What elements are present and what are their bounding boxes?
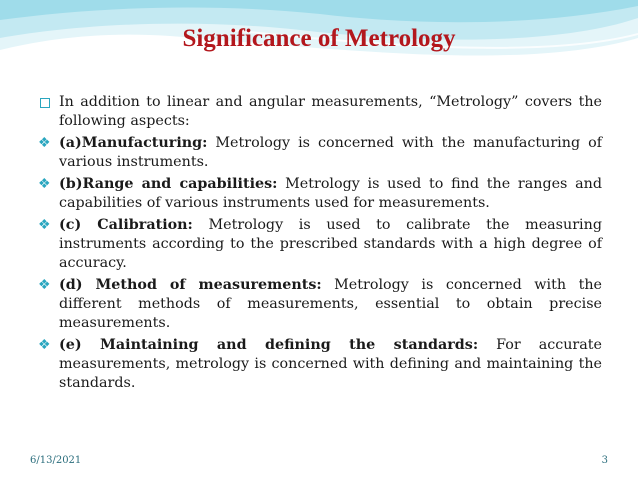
diamond-bullet-icon: ❖	[38, 277, 51, 293]
item-heading: (c) Calibration:	[59, 217, 193, 233]
list-item-manufacturing	[38, 134, 602, 172]
item-heading: (b)Range and capabilities:	[59, 176, 278, 192]
item-text: Metrology is concerned with the manufacturing of various instruments.	[59, 135, 602, 170]
list-item-range-capabilities	[38, 175, 602, 213]
item-text: Metrology is used to find the ranges and capabilities of various instruments used for measurements.	[59, 176, 602, 211]
item-heading: (a)Manufacturing:	[59, 135, 208, 151]
slide-date: 6/13/2021	[30, 455, 82, 466]
diamond-bullet-icon: ❖	[38, 217, 51, 233]
item-text: Metrology is concerned with the different methods of measurements, essential to obtain precise measurements.	[59, 277, 602, 331]
diamond-bullet-icon: ❖	[38, 135, 51, 151]
list-item-method-of-measurements	[38, 276, 602, 333]
list-item-calibration	[38, 216, 602, 273]
square-bullet-icon	[38, 93, 56, 112]
slide-title: Significance of Metrology	[182, 25, 456, 52]
item-heading: (d) Method of measurements:	[59, 277, 322, 293]
intro-item	[38, 93, 602, 131]
item-text: Metrology is used to calibrate the measuring instruments according to the prescribed standards with a high degree of accuracy.	[59, 217, 602, 271]
item-heading: (e) Maintaining and defining the standards:	[59, 337, 479, 353]
slide-content	[38, 93, 602, 396]
item-text: For accurate measurements, metrology is concerned with defining and maintaining the standards.	[59, 337, 602, 391]
diamond-bullet-icon: ❖	[38, 337, 51, 353]
page-number: 3	[601, 455, 608, 466]
intro-text: In addition to linear and angular measurements, “Metrology” covers the following aspects:	[59, 94, 602, 129]
list-item-standards	[38, 336, 602, 393]
diamond-bullet-icon: ❖	[38, 176, 51, 192]
